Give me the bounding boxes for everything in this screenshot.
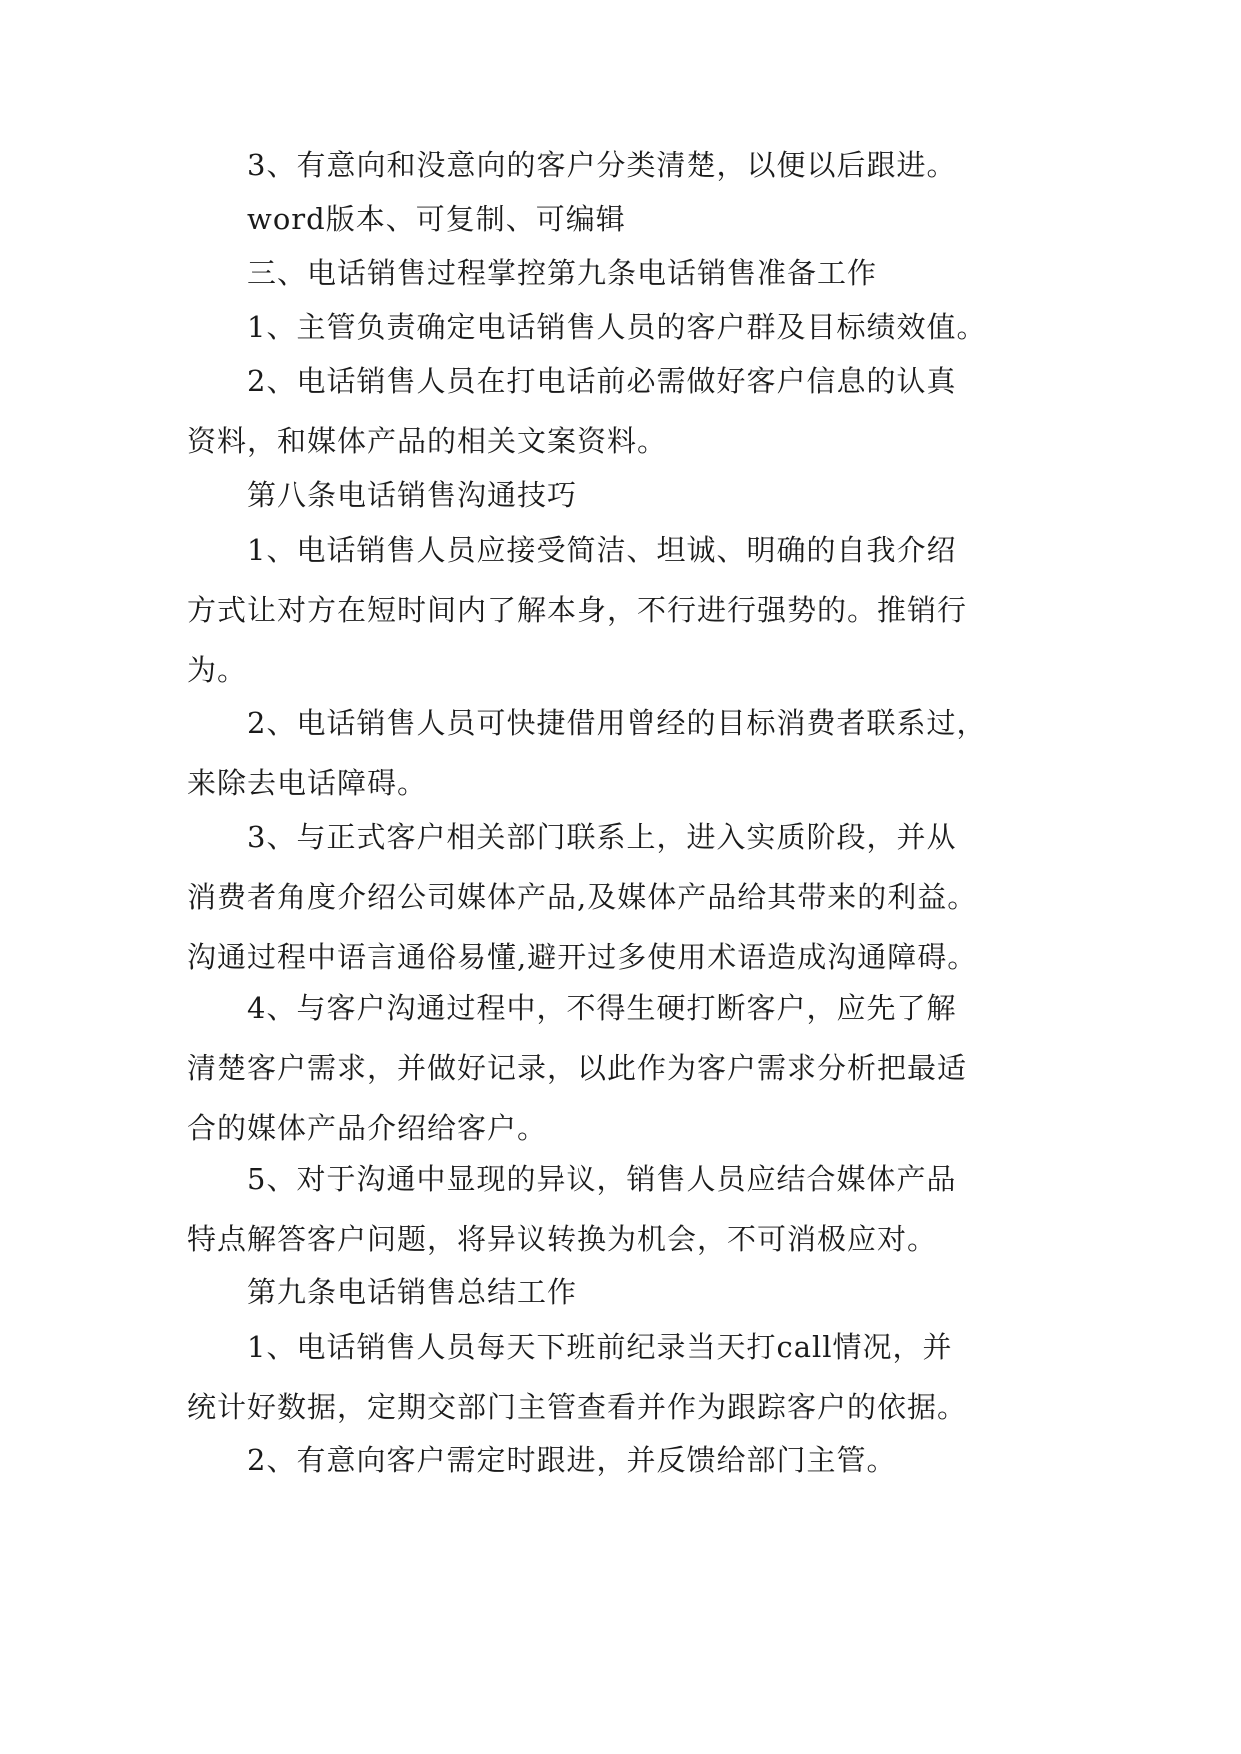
- paragraph: [187, 297, 1067, 357]
- text-line: 1、电话销售人员应接受简洁、坦诚、明确的自我介绍: [187, 533, 957, 567]
- paragraph: [187, 1317, 1067, 1437]
- paragraph: [187, 1430, 1067, 1490]
- text-line: 3、与正式客户相关部门联系上，进入实质阶段，并从: [187, 820, 957, 854]
- text-line: 3、有意向和没意向的客户分类清楚，以便以后跟进。: [187, 148, 957, 182]
- text-line: 方式让对方在短时间内了解本身，不行进行强势的。推销行: [187, 593, 968, 627]
- paragraph: [187, 978, 1067, 1158]
- text-line: 2、电话销售人员可快捷借用曾经的目标消费者联系过，: [187, 706, 987, 740]
- paragraph: [187, 1262, 1067, 1322]
- text-line: 消费者角度介绍公司媒体产品,及媒体产品给其带来的利益。: [187, 880, 978, 914]
- text-line: 来除去电话障碍。: [187, 766, 428, 800]
- text-line: 资料，和媒体产品的相关文案资料。: [187, 424, 668, 458]
- paragraph: [187, 189, 1067, 249]
- paragraph: [187, 693, 1067, 813]
- text-line: 第九条电话销售总结工作: [187, 1275, 578, 1309]
- text-line: 1、主管负责确定电话销售人员的客户群及目标绩效值。: [187, 310, 987, 344]
- text-line: 特点解答客户问题，将异议转换为机会，不可消极应对。: [187, 1222, 938, 1256]
- paragraph: [187, 351, 1067, 471]
- text-line: 统计好数据，定期交部门主管查看并作为跟踪客户的依据。: [187, 1390, 968, 1424]
- text-line: 合的媒体产品介绍给客户。: [187, 1111, 548, 1145]
- text-line: 清楚客户需求，并做好记录，以此作为客户需求分析把最适: [187, 1051, 968, 1085]
- paragraph: [187, 520, 1067, 700]
- text-line: word版本、可复制、可编辑: [187, 202, 626, 236]
- paragraph: [187, 807, 1067, 987]
- text-line: 沟通过程中语言通俗易懂,避开过多使用术语造成沟通障碍。: [187, 940, 978, 974]
- text-line: 4、与客户沟通过程中，不得生硬打断客户，应先了解: [187, 991, 957, 1025]
- paragraph: [187, 135, 1067, 195]
- text-line: 1、电话销售人员每天下班前纪录当天打call情况，并: [187, 1330, 953, 1364]
- text-line: 第八条电话销售沟通技巧: [187, 478, 578, 512]
- paragraph: [187, 465, 1067, 525]
- text-line: 5、对于沟通中显现的异议，销售人员应结合媒体产品: [187, 1162, 957, 1196]
- text-line: 三、电话销售过程掌控第九条电话销售准备工作: [187, 256, 878, 290]
- text-line: 为。: [187, 653, 248, 687]
- paragraph: [187, 243, 1067, 303]
- text-line: 2、有意向客户需定时跟进，并反馈给部门主管。: [187, 1443, 897, 1477]
- text-line: 2、电话销售人员在打电话前必需做好客户信息的认真: [187, 364, 957, 398]
- paragraph: [187, 1149, 1067, 1269]
